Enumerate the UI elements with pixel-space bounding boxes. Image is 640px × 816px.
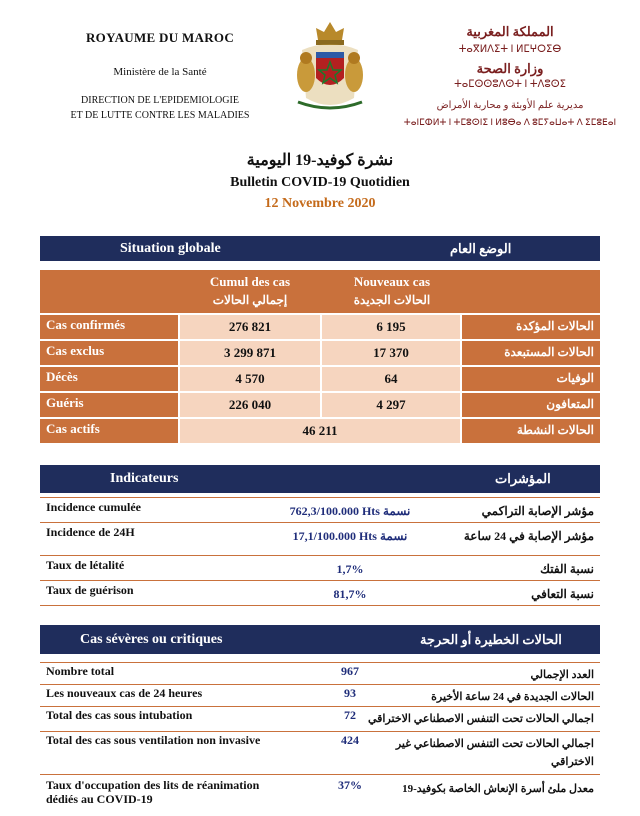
situation-table-header [40, 270, 600, 313]
bulletin-date: 12 Novembre 2020 [264, 196, 376, 211]
indicateurs-band-fr: Indicateurs [110, 471, 179, 486]
row-occupation: Taux d'occupation des lits de réanimation dédiés au COVID-19 37% معدل ملئ أسرة الإنعاش الخاصة بكوفيد-19 [46, 778, 594, 806]
col-nouveaux: Nouveaux cas الحالات الجديدة [353, 274, 431, 307]
direction-name-tifinagh: ⵜⴰⵏⵎⵀⵍⵜ ⵏ ⵜⵎⵓⵙⵏⵉ ⵏ ⵍⵓⴱⴰ ⴷ ⵓⵎⵢⴰⵡⴰⵜ ⴷ ⵉⵎⵓⴹⴰⵏ [403, 117, 617, 127]
row-confirmes: Cas confirmés 276 821 6 195 الحالات المؤكدة [40, 315, 600, 339]
row-incidence-24h: Incidence de 24H 17,1/100.000 Hts نسمة مؤشر الإصابة في 24 ساعة [46, 525, 594, 543]
royal-coat-of-arms-icon [292, 20, 368, 116]
row-nombre-total: Nombre total 967 العدد الإجمالي [46, 664, 594, 681]
row-letalite: Taux de létalité 1,7% نسبة الفتك [46, 558, 594, 576]
bulletin-title-fr: Bulletin COVID-19 Quotidien [230, 175, 410, 190]
row-exclus: Cas exclus 3 299 871 17 370 الحالات المستبعدة [40, 341, 600, 365]
row-ventilation: Total des cas sous ventilation non invasive 424 اجمالي الحالات تحت التنفس الاصطناعي غير الاختراقي [46, 733, 594, 768]
kingdom-name-fr: ROYAUME DU MAROC [85, 30, 235, 45]
header-right [400, 24, 620, 128]
severes-band [40, 625, 600, 654]
row-guerison: Taux de guérison 81,7% نسبة التعافي [46, 583, 594, 601]
ministry-name-ar: وزارة الصحة [476, 61, 544, 76]
row-incidence-cumulee: Incidence cumulée 762,3/100.000 Hts نسمة مؤشر الإصابة التراكمي [46, 500, 594, 518]
situation-band [40, 236, 600, 261]
situation-band-ar: الوضع العام [450, 240, 512, 256]
row-deces: Décès 4 570 64 الوفيات [40, 367, 600, 391]
header-left [40, 30, 280, 122]
direction-line2-fr: ET DE LUTTE CONTRE LES MALADIES [70, 110, 250, 121]
severes-band-fr: Cas sévères ou critiques [80, 631, 223, 647]
direction-line1-fr: DIRECTION DE L'EPIDEMIOLOGIE [81, 95, 239, 106]
indicateurs-band-ar: المؤشرات [495, 471, 551, 486]
col-cumul: Cumul des cas إجمالي الحالات [209, 274, 291, 307]
situation-band-fr: Situation globale [120, 240, 221, 256]
ministry-name-tifinagh: ⵜⴰⵎⵙⵙⵓⴷⵙⵜ ⵏ ⵜⴷⵓⵙⵉ [454, 79, 566, 90]
row-nouveaux-24h: Les nouveaux cas de 24 heures 93 الحالات الجديدة في 24 ساعة الأخيرة [46, 686, 594, 703]
kingdom-name-ar: المملكة المغربية [466, 24, 554, 39]
divider [40, 774, 600, 775]
indicateurs-band [40, 465, 600, 493]
ministry-name-fr: Ministère de la Santé [113, 66, 207, 78]
row-actifs: Cas actifs 46 211 الحالات النشطة [40, 419, 600, 443]
bulletin-title-ar: نشرة كوفيد-19 اليومية [246, 152, 394, 169]
direction-name-ar: مديرية علم الأوبئة و محاربة الأمراض [436, 100, 584, 111]
severes-band-ar: الحالات الخطيرة أو الحرجة [420, 631, 562, 647]
kingdom-name-tifinagh: ⵜⴰⴳⵍⴷⵉⵜ ⵏ ⵍⵎⵖⵔⵉⴱ [458, 44, 562, 55]
divider [40, 605, 600, 606]
row-gueris: Guéris 226 040 4 297 المتعافون [40, 393, 600, 417]
row-intubation: Total des cas sous intubation 72 اجمالي الحالات تحت التنفس الاصطناعي الاختراقي [46, 708, 594, 725]
